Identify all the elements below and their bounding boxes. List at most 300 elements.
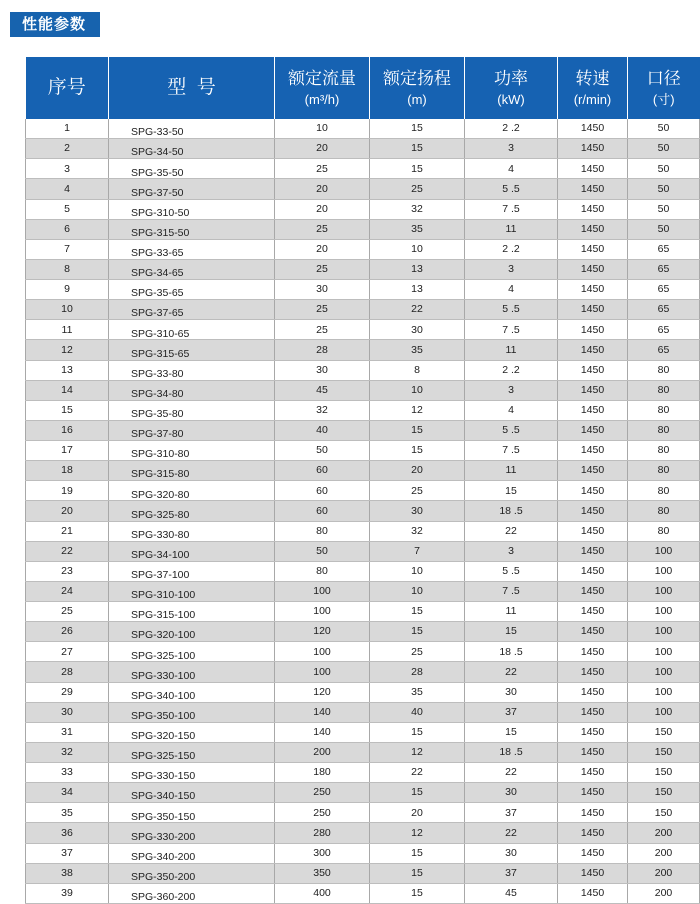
cell-no: 7 [26,239,109,259]
cell-flow: 250 [275,783,370,803]
cell-model [109,863,275,883]
model-label: SPG-34-50 [131,146,184,159]
cell-power: 22 [465,521,558,541]
cell-model [109,722,275,742]
cell-no: 32 [26,742,109,762]
cell-head: 12 [370,742,465,762]
table-row [26,622,700,642]
cell-diameter: 100 [628,702,700,722]
model-label: SPG-34-65 [131,267,184,280]
cell-no: 28 [26,662,109,682]
cell-power: 5 .5 [465,179,558,199]
cell-speed: 1450 [558,581,628,601]
cell-model [109,581,275,601]
header-flow: 额定流量 (m³/h) [275,57,370,119]
table-row [26,380,700,400]
model-label: SPG-33-80 [131,367,184,380]
model-label: SPG-310-100 [131,589,196,602]
cell-head: 13 [370,280,465,300]
cell-model [109,320,275,340]
model-label: SPG-315-100 [131,609,196,622]
cell-power: 37 [465,702,558,722]
table-row [26,883,700,903]
cell-model [109,420,275,440]
cell-flow: 200 [275,742,370,762]
cell-speed: 1450 [558,803,628,823]
cell-model [109,461,275,481]
model-label: SPG-33-50 [131,126,184,139]
table-row [26,541,700,561]
table-row [26,219,700,239]
header-diameter: 口径 (寸) [628,57,700,119]
cell-model [109,783,275,803]
cell-head: 15 [370,602,465,622]
cell-no: 35 [26,803,109,823]
cell-power: 18 .5 [465,642,558,662]
model-label: SPG-350-200 [131,870,196,883]
table-row [26,320,700,340]
cell-head: 35 [370,340,465,360]
cell-model [109,239,275,259]
cell-speed: 1450 [558,722,628,742]
cell-flow: 180 [275,763,370,783]
cell-speed: 1450 [558,561,628,581]
table-header [26,57,700,119]
table-row [26,662,700,682]
table-row [26,803,700,823]
cell-speed: 1450 [558,501,628,521]
cell-head: 25 [370,481,465,501]
cell-power: 11 [465,340,558,360]
cell-speed: 1450 [558,159,628,179]
cell-no: 14 [26,380,109,400]
model-label: SPG-320-80 [131,488,190,501]
cell-flow: 80 [275,521,370,541]
cell-speed: 1450 [558,541,628,561]
cell-no: 24 [26,581,109,601]
cell-power: 7 .5 [465,199,558,219]
cell-diameter: 80 [628,360,700,380]
cell-diameter: 100 [628,541,700,561]
cell-flow: 300 [275,843,370,863]
cell-head: 15 [370,883,465,903]
cell-power: 45 [465,883,558,903]
cell-head: 15 [370,843,465,863]
cell-head: 40 [370,702,465,722]
cell-head: 15 [370,441,465,461]
cell-power: 30 [465,843,558,863]
cell-flow: 25 [275,300,370,320]
table-row [26,300,700,320]
cell-speed: 1450 [558,461,628,481]
cell-head: 28 [370,662,465,682]
cell-flow: 100 [275,642,370,662]
cell-diameter: 200 [628,883,700,903]
cell-flow: 20 [275,239,370,259]
cell-power: 7 .5 [465,441,558,461]
table-row [26,521,700,541]
table-row [26,501,700,521]
cell-no: 23 [26,561,109,581]
cell-head: 32 [370,199,465,219]
cell-speed: 1450 [558,360,628,380]
cell-head: 15 [370,622,465,642]
cell-model [109,119,275,139]
cell-flow: 140 [275,702,370,722]
cell-flow: 100 [275,662,370,682]
model-label: SPG-340-150 [131,790,196,803]
cell-head: 30 [370,320,465,340]
cell-flow: 50 [275,541,370,561]
cell-model [109,742,275,762]
cell-power: 7 .5 [465,320,558,340]
cell-head: 30 [370,501,465,521]
cell-speed: 1450 [558,742,628,762]
cell-diameter: 100 [628,662,700,682]
cell-flow: 28 [275,340,370,360]
cell-speed: 1450 [558,763,628,783]
cell-flow: 280 [275,823,370,843]
cell-model [109,139,275,159]
cell-no: 5 [26,199,109,219]
table-row [26,581,700,601]
cell-no: 6 [26,219,109,239]
cell-no: 4 [26,179,109,199]
table-row [26,159,700,179]
cell-head: 15 [370,722,465,742]
cell-diameter: 80 [628,521,700,541]
model-label: SPG-35-50 [131,166,184,179]
cell-flow: 25 [275,159,370,179]
cell-no: 2 [26,139,109,159]
cell-speed: 1450 [558,280,628,300]
cell-no: 19 [26,481,109,501]
cell-model [109,883,275,903]
cell-head: 10 [370,239,465,259]
cell-flow: 25 [275,219,370,239]
cell-flow: 30 [275,280,370,300]
cell-head: 10 [370,581,465,601]
cell-diameter: 100 [628,642,700,662]
cell-head: 15 [370,420,465,440]
cell-power: 15 [465,722,558,742]
model-label: SPG-37-100 [131,569,190,582]
model-label: SPG-320-150 [131,730,196,743]
cell-model [109,662,275,682]
table-row [26,763,700,783]
cell-model [109,561,275,581]
cell-head: 7 [370,541,465,561]
header-model: 型 号 [109,57,275,119]
cell-model [109,682,275,702]
cell-diameter: 65 [628,320,700,340]
table-row [26,561,700,581]
model-label: SPG-360-200 [131,891,196,904]
cell-diameter: 80 [628,481,700,501]
cell-diameter: 100 [628,622,700,642]
table-row [26,441,700,461]
model-label: SPG-315-80 [131,468,190,481]
cell-speed: 1450 [558,139,628,159]
cell-power: 7 .5 [465,581,558,601]
cell-speed: 1450 [558,642,628,662]
cell-head: 15 [370,783,465,803]
cell-diameter: 65 [628,259,700,279]
model-label: SPG-330-150 [131,770,196,783]
cell-power: 2 .2 [465,360,558,380]
cell-power: 11 [465,219,558,239]
cell-flow: 120 [275,622,370,642]
cell-no: 9 [26,280,109,300]
table-row [26,119,700,139]
cell-power: 22 [465,823,558,843]
cell-flow: 50 [275,441,370,461]
table-row [26,239,700,259]
cell-speed: 1450 [558,863,628,883]
cell-head: 32 [370,521,465,541]
cell-no: 22 [26,541,109,561]
cell-power: 11 [465,602,558,622]
cell-head: 13 [370,259,465,279]
cell-model [109,259,275,279]
cell-model [109,159,275,179]
cell-power: 30 [465,682,558,702]
model-label: SPG-315-50 [131,226,190,239]
model-label: SPG-320-100 [131,629,196,642]
table-row [26,179,700,199]
cell-model [109,340,275,360]
cell-power: 5 .5 [465,420,558,440]
cell-power: 3 [465,541,558,561]
cell-flow: 100 [275,602,370,622]
cell-no: 25 [26,602,109,622]
cell-power: 18 .5 [465,501,558,521]
cell-diameter: 80 [628,380,700,400]
cell-model [109,501,275,521]
cell-model [109,179,275,199]
cell-model [109,481,275,501]
cell-power: 15 [465,622,558,642]
model-label: SPG-310-80 [131,448,190,461]
table-row [26,642,700,662]
cell-speed: 1450 [558,783,628,803]
cell-model [109,280,275,300]
cell-head: 15 [370,139,465,159]
cell-diameter: 50 [628,199,700,219]
cell-flow: 140 [275,722,370,742]
table-row [26,602,700,622]
cell-speed: 1450 [558,662,628,682]
cell-power: 3 [465,380,558,400]
cell-diameter: 150 [628,803,700,823]
cell-model [109,763,275,783]
cell-no: 34 [26,783,109,803]
performance-table [25,57,700,904]
cell-diameter: 65 [628,300,700,320]
cell-no: 37 [26,843,109,863]
cell-speed: 1450 [558,602,628,622]
cell-diameter: 50 [628,119,700,139]
cell-flow: 40 [275,420,370,440]
cell-speed: 1450 [558,622,628,642]
cell-flow: 80 [275,561,370,581]
model-label: SPG-330-200 [131,830,196,843]
cell-diameter: 50 [628,159,700,179]
table-row [26,461,700,481]
cell-flow: 25 [275,320,370,340]
cell-diameter: 50 [628,219,700,239]
cell-speed: 1450 [558,682,628,702]
cell-diameter: 80 [628,400,700,420]
cell-speed: 1450 [558,481,628,501]
cell-diameter: 80 [628,420,700,440]
model-label: SPG-34-100 [131,548,190,561]
model-label: SPG-33-65 [131,247,184,260]
cell-no: 12 [26,340,109,360]
cell-no: 18 [26,461,109,481]
cell-speed: 1450 [558,219,628,239]
cell-speed: 1450 [558,883,628,903]
cell-diameter: 80 [628,461,700,481]
cell-speed: 1450 [558,521,628,541]
model-label: SPG-350-100 [131,709,196,722]
cell-head: 25 [370,642,465,662]
cell-head: 15 [370,159,465,179]
cell-no: 16 [26,420,109,440]
cell-head: 20 [370,461,465,481]
cell-diameter: 80 [628,501,700,521]
table-row [26,280,700,300]
cell-power: 4 [465,280,558,300]
cell-model [109,823,275,843]
cell-flow: 25 [275,259,370,279]
cell-power: 37 [465,863,558,883]
cell-no: 17 [26,441,109,461]
cell-diameter: 150 [628,783,700,803]
cell-model [109,300,275,320]
cell-power: 22 [465,763,558,783]
cell-no: 8 [26,259,109,279]
table-row [26,682,700,702]
cell-diameter: 150 [628,722,700,742]
cell-no: 36 [26,823,109,843]
model-label: SPG-340-200 [131,850,196,863]
table-row [26,360,700,380]
cell-flow: 10 [275,119,370,139]
cell-no: 26 [26,622,109,642]
cell-flow: 350 [275,863,370,883]
cell-no: 27 [26,642,109,662]
cell-speed: 1450 [558,441,628,461]
cell-power: 5 .5 [465,300,558,320]
cell-speed: 1450 [558,239,628,259]
cell-speed: 1450 [558,823,628,843]
cell-no: 33 [26,763,109,783]
cell-no: 11 [26,320,109,340]
cell-power: 30 [465,783,558,803]
cell-power: 3 [465,259,558,279]
cell-diameter: 150 [628,742,700,762]
model-label: SPG-325-80 [131,508,190,521]
cell-no: 38 [26,863,109,883]
cell-no: 10 [26,300,109,320]
cell-head: 12 [370,823,465,843]
cell-head: 15 [370,863,465,883]
cell-flow: 60 [275,501,370,521]
cell-model [109,360,275,380]
cell-power: 2 .2 [465,119,558,139]
cell-diameter: 200 [628,863,700,883]
cell-speed: 1450 [558,179,628,199]
cell-model [109,521,275,541]
cell-power: 22 [465,662,558,682]
header-power: 功率 (kW) [465,57,558,119]
cell-flow: 250 [275,803,370,823]
model-label: SPG-315-65 [131,347,190,360]
model-label: SPG-34-80 [131,387,184,400]
cell-no: 21 [26,521,109,541]
cell-no: 30 [26,702,109,722]
cell-diameter: 100 [628,682,700,702]
cell-flow: 45 [275,380,370,400]
cell-no: 20 [26,501,109,521]
model-label: SPG-325-100 [131,649,196,662]
cell-speed: 1450 [558,380,628,400]
table-row [26,863,700,883]
cell-no: 29 [26,682,109,702]
model-label: SPG-350-150 [131,810,196,823]
header-head: 额定扬程 (m) [370,57,465,119]
cell-speed: 1450 [558,340,628,360]
cell-model [109,622,275,642]
cell-no: 39 [26,883,109,903]
model-label: SPG-37-65 [131,307,184,320]
cell-power: 4 [465,159,558,179]
cell-diameter: 100 [628,602,700,622]
cell-speed: 1450 [558,259,628,279]
table-row [26,420,700,440]
cell-speed: 1450 [558,300,628,320]
cell-speed: 1450 [558,320,628,340]
cell-power: 5 .5 [465,561,558,581]
table-row [26,481,700,501]
cell-model [109,843,275,863]
model-label: SPG-330-100 [131,669,196,682]
cell-diameter: 65 [628,280,700,300]
cell-head: 10 [370,561,465,581]
cell-flow: 32 [275,400,370,420]
cell-model [109,219,275,239]
cell-speed: 1450 [558,420,628,440]
cell-model [109,380,275,400]
cell-diameter: 100 [628,561,700,581]
model-label: SPG-310-50 [131,206,190,219]
cell-diameter: 80 [628,441,700,461]
cell-power: 2 .2 [465,239,558,259]
cell-head: 22 [370,763,465,783]
cell-no: 13 [26,360,109,380]
table-row [26,823,700,843]
model-label: SPG-330-80 [131,528,190,541]
cell-power: 3 [465,139,558,159]
cell-head: 8 [370,360,465,380]
model-label: SPG-340-100 [131,689,196,702]
cell-power: 18 .5 [465,742,558,762]
cell-head: 20 [370,803,465,823]
cell-speed: 1450 [558,119,628,139]
model-label: SPG-325-150 [131,750,196,763]
cell-speed: 1450 [558,843,628,863]
